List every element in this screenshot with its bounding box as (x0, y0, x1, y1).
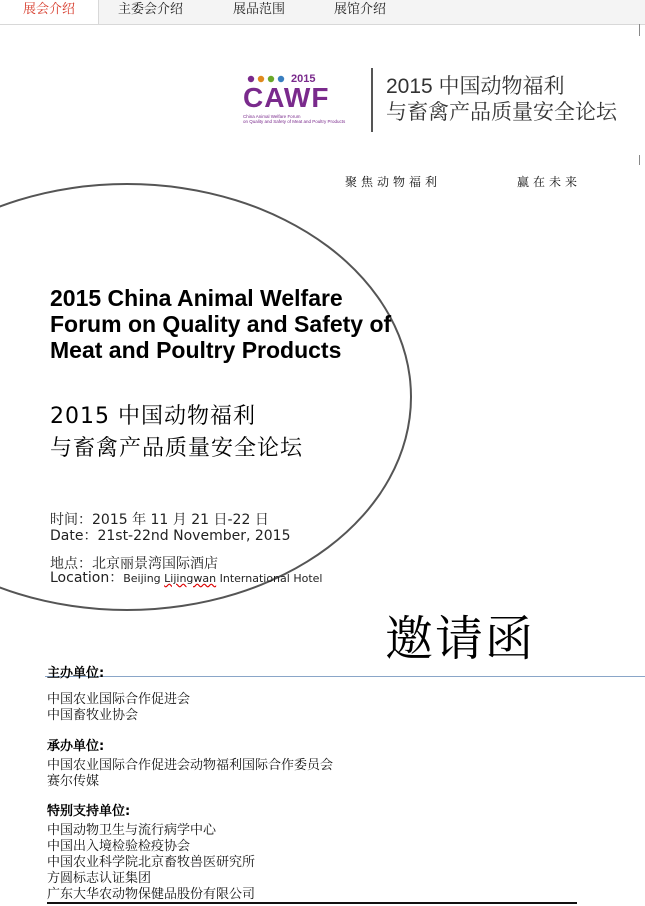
invitation-heading: 邀请函 (385, 611, 536, 667)
edge-line (639, 155, 640, 165)
list-item: 中国农业国际合作促进会 (47, 692, 191, 707)
list-item: 中国出入境检验检疫协会 (47, 839, 191, 854)
english-title: 2015 China Animal Welfare Forum on Quality and Safety of Meat and Poultry Products (50, 285, 392, 363)
tab-venue-intro[interactable]: 展馆介绍 (334, 2, 387, 17)
supporter-list (47, 823, 255, 903)
list-item: 方圆标志认证集团 (47, 871, 152, 886)
slogan-right: 赢在未来 (517, 175, 582, 189)
list-item: 中国农业科学院北京畜牧兽医研究所 (47, 855, 256, 870)
date-en: Date：21st-22nd November, 2015 (50, 528, 291, 544)
list-item: 中国农业国际合作促进会动物福利国际合作委员会 (47, 758, 334, 773)
tab-committee-intro[interactable]: 主委会介绍 (118, 2, 184, 17)
list-item: 中国动物卫生与流行病学中心 (47, 823, 217, 838)
list-item: 赛尔传媒 (47, 774, 100, 789)
host-list (47, 758, 333, 790)
header-title: 2015 中国动物福利 与畜禽产品质量安全论坛 (386, 75, 617, 124)
logo-divider (371, 68, 373, 132)
top-tab-bar (0, 0, 645, 25)
cawf-logo (243, 70, 358, 130)
time-cn: 时间：2015 年 11 月 21 日-22 日 (50, 512, 269, 528)
logo-subtitle: China Animal Welfare Forum on Quality and Safety of Meat and Poultry Products (243, 114, 346, 124)
host-heading: 承办单位: (47, 739, 105, 754)
list-item: 广东大华农动物保健品股份有限公司 (47, 887, 256, 902)
section-divider (45, 676, 645, 677)
tab-exhibition-intro[interactable]: 展会介绍 (0, 0, 99, 24)
edge-line (639, 24, 640, 36)
organizer-heading: 主办单位: (47, 666, 105, 681)
bottom-rule (47, 902, 577, 904)
supporter-heading: 特别支持单位: (47, 804, 131, 819)
organizer-list (47, 692, 190, 724)
logo-year: 2015 (291, 73, 316, 85)
logo-wordmark: CAWF (243, 82, 330, 113)
place-cn: 地点：北京丽景湾国际酒店 (50, 556, 218, 572)
chinese-title: 2015 中国动物福利 与畜禽产品质量安全论坛 (50, 404, 304, 461)
decorative-circle (0, 183, 412, 611)
list-item: 中国畜牧业协会 (47, 708, 139, 723)
slogan-left: 聚焦动物福利 (345, 175, 442, 189)
location-en: Location：Beijing Lijingwan International Hotel (50, 570, 323, 586)
tab-exhibit-scope[interactable]: 展品范围 (233, 2, 286, 17)
